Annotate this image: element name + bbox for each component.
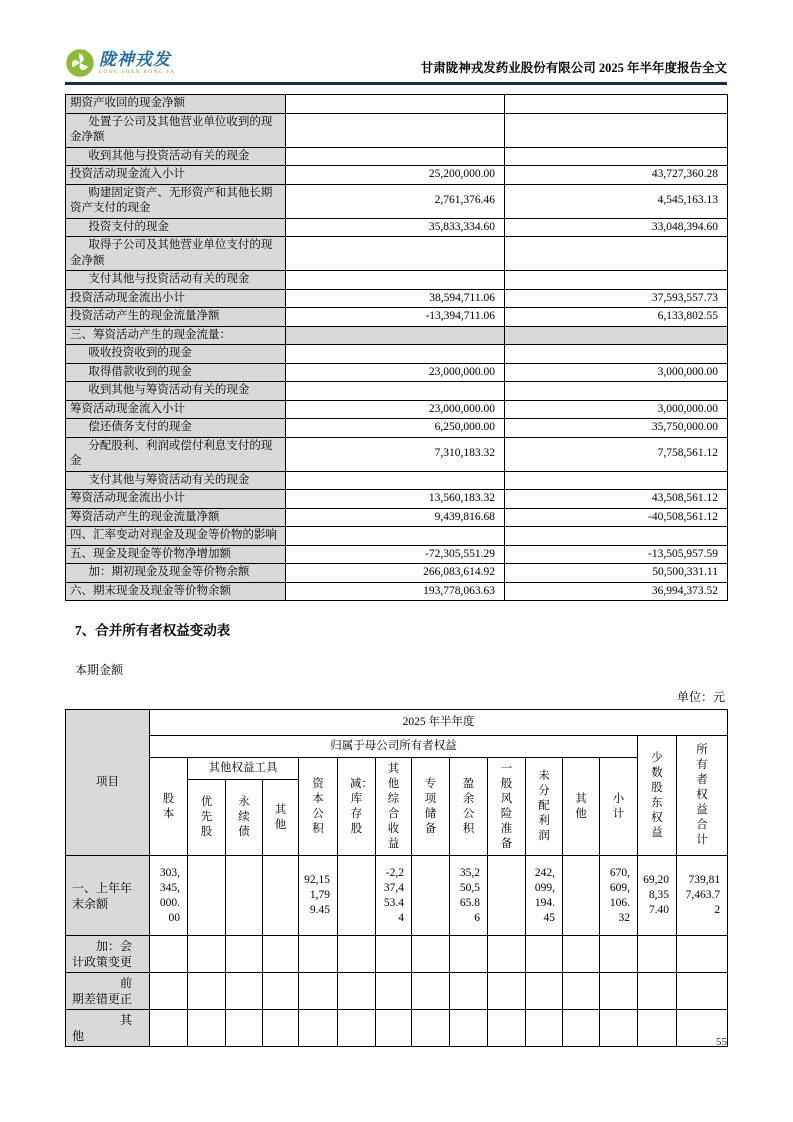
row-label: 分配股利、利润或偿付利息支付的现金 (66, 437, 286, 471)
equity-value-cell (450, 936, 488, 973)
prior-period-value: -40,508,561.12 (505, 508, 728, 527)
logo-text-block (99, 51, 175, 76)
current-period-value: 2,761,376.46 (286, 184, 505, 218)
col-header-surplus-reserve: 盈余公积 (450, 758, 488, 856)
page-number: 55 (716, 1036, 727, 1048)
equity-value-cell (299, 936, 338, 973)
current-period-value (286, 95, 505, 114)
cash-flow-row (66, 289, 728, 308)
equity-table-body (66, 856, 728, 1047)
equity-value-cell (226, 856, 263, 936)
prior-period-value: 33,048,394.60 (505, 218, 728, 237)
prior-period-value: 3,000,000.00 (505, 363, 728, 382)
section-title: 7、合并所有者权益变动表 (75, 623, 231, 638)
cash-flow-row (66, 147, 728, 166)
col-header-general-risk-reserve: 一般风险准备 (488, 758, 526, 856)
equity-value-cell (600, 973, 638, 1010)
cash-flow-row (66, 95, 728, 114)
equity-value-cell (412, 936, 450, 973)
cash-flow-row (66, 545, 728, 564)
row-label: 购建固定资产、无形资产和其他长期资产支付的现金 (66, 184, 286, 218)
col-header-minority-interest: 少数股东权益 (638, 736, 677, 856)
equity-table (65, 709, 728, 1047)
equity-row (66, 856, 728, 936)
equity-value-cell (338, 936, 376, 973)
row-label: 支付其他与投资活动有关的现金 (66, 271, 286, 290)
equity-value-cell (563, 936, 600, 973)
col-header-other: 其他 (563, 758, 600, 856)
equity-row-label: 其他 (66, 1010, 150, 1047)
equity-value-cell (488, 1010, 526, 1047)
col-header-perpetual-bonds: 永续债 (226, 780, 263, 856)
cash-flow-row (66, 564, 728, 583)
equity-row-label: 加：会计政策变更 (66, 936, 150, 973)
equity-value-cell (600, 936, 638, 973)
prior-period-value: 36,994,373.52 (505, 582, 728, 601)
current-period-value (286, 527, 505, 546)
equity-value-cell (563, 1010, 600, 1047)
cash-flow-row (66, 184, 728, 218)
prior-period-value (505, 345, 728, 364)
prior-period-value (505, 271, 728, 290)
current-period-value: 38,594,711.06 (286, 289, 505, 308)
row-label: 投资活动现金流出小计 (66, 289, 286, 308)
prior-period-value: 7,758,561.12 (505, 437, 728, 471)
prior-period-value: -13,505,957.59 (505, 545, 728, 564)
cash-flow-row (66, 326, 728, 345)
row-label: 偿还债务支付的现金 (66, 419, 286, 438)
equity-value-cell (488, 936, 526, 973)
cash-flow-row (66, 490, 728, 509)
current-period-value: 9,439,816.68 (286, 508, 505, 527)
row-label: 加：期初现金及现金等价物余额 (66, 564, 286, 583)
row-label: 四、汇率变动对现金及现金等价物的影响 (66, 527, 286, 546)
col-header-item: 项目 (66, 710, 150, 856)
equity-value-cell: -2,237,453.44 (376, 856, 412, 936)
prior-period-value (505, 326, 728, 345)
col-header-other-equity-instruments: 其他权益工具 (188, 758, 299, 780)
equity-value-cell (412, 973, 450, 1010)
current-period-value (286, 271, 505, 290)
report-title: 甘肃陇神戎发药业股份有限公司 2025 年半年度报告全文 (420, 61, 727, 75)
row-label: 收到其他与筹资活动有关的现金 (66, 382, 286, 401)
prior-period-value: 35,750,000.00 (505, 419, 728, 438)
period-label: 本期金额 (75, 663, 124, 677)
row-label: 吸收投资收到的现金 (66, 345, 286, 364)
equity-value-cell (150, 1010, 188, 1047)
unit-label: 单位：元 (676, 690, 725, 704)
equity-value-cell (488, 856, 526, 936)
row-label: 取得子公司及其他营业单位支付的现金净额 (66, 237, 286, 271)
prior-period-value: 50,500,331.11 (505, 564, 728, 583)
current-period-value (286, 113, 505, 147)
equity-value-cell (338, 973, 376, 1010)
equity-value-cell (450, 973, 488, 1010)
equity-value-cell (263, 973, 299, 1010)
row-label: 筹资活动现金流出小计 (66, 490, 286, 509)
cash-flow-row (66, 308, 728, 327)
equity-value-cell: 92,151,799.45 (299, 856, 338, 936)
equity-value-cell (226, 973, 263, 1010)
cash-flow-row (66, 400, 728, 419)
equity-value-cell (563, 856, 600, 936)
row-label: 筹资活动产生的现金流量净额 (66, 508, 286, 527)
cash-flow-table (65, 94, 728, 601)
equity-row-label: 前期差错更正 (66, 973, 150, 1010)
col-header-less-treasury-shares: 减：库存股 (338, 758, 376, 856)
cash-flow-row (66, 419, 728, 438)
current-period-value: 7,310,183.32 (286, 437, 505, 471)
current-period-value: -72,305,551.29 (286, 545, 505, 564)
equity-value-cell: 739,817,463.72 (677, 856, 728, 936)
equity-value-cell: 670,609,106.32 (600, 856, 638, 936)
row-label: 六、期末现金及现金等价物余额 (66, 582, 286, 601)
current-period-value: 193,778,063.63 (286, 582, 505, 601)
equity-row (66, 936, 728, 973)
equity-value-cell (338, 1010, 376, 1047)
col-header-period: 2025 年半年度 (150, 710, 728, 736)
current-period-value (286, 471, 505, 490)
col-header-subtotal: 小计 (600, 758, 638, 856)
equity-value-cell (376, 936, 412, 973)
row-label: 支付其他与筹资活动有关的现金 (66, 471, 286, 490)
equity-value-cell (677, 936, 728, 973)
prior-period-value: 3,000,000.00 (505, 400, 728, 419)
equity-value-cell (563, 973, 600, 1010)
col-header-share-capital: 股本 (150, 758, 188, 856)
current-period-value: 13,560,183.32 (286, 490, 505, 509)
prior-period-value: 37,593,557.73 (505, 289, 728, 308)
current-period-value: 266,083,614.92 (286, 564, 505, 583)
col-header-undistributed-profit: 未分配利润 (526, 758, 563, 856)
equity-value-cell (299, 973, 338, 1010)
logo-company-name: 陇神戎发 (99, 49, 171, 69)
equity-value-cell (450, 1010, 488, 1047)
equity-value-cell (526, 973, 563, 1010)
prior-period-value: 43,727,360.28 (505, 166, 728, 185)
equity-value-cell: 303,345,000.00 (150, 856, 188, 936)
equity-value-cell: 242,099,194.45 (526, 856, 563, 936)
current-period-value (286, 237, 505, 271)
prior-period-value (505, 113, 728, 147)
company-logo-icon (65, 48, 95, 78)
row-label: 投资活动现金流入小计 (66, 166, 286, 185)
equity-value-cell (150, 936, 188, 973)
current-period-value: 23,000,000.00 (286, 400, 505, 419)
row-label: 收到其他与投资活动有关的现金 (66, 147, 286, 166)
equity-value-cell (600, 1010, 638, 1047)
prior-period-value: 43,508,561.12 (505, 490, 728, 509)
prior-period-value (505, 471, 728, 490)
current-period-value: 23,000,000.00 (286, 363, 505, 382)
equity-value-cell (226, 1010, 263, 1047)
prior-period-value (505, 527, 728, 546)
equity-value-cell (226, 936, 263, 973)
equity-value-cell (376, 1010, 412, 1047)
equity-value-cell (638, 973, 677, 1010)
equity-row (66, 973, 728, 1010)
current-period-value: 25,200,000.00 (286, 166, 505, 185)
current-period-value (286, 147, 505, 166)
equity-value-cell (677, 973, 728, 1010)
col-header-preferred-shares: 优先股 (188, 780, 226, 856)
row-label: 处置子公司及其他营业单位收到的现金净额 (66, 113, 286, 147)
equity-value-cell: 69,208,357.40 (638, 856, 677, 936)
equity-value-cell (638, 1010, 677, 1047)
equity-value-cell (376, 973, 412, 1010)
equity-value-cell (638, 936, 677, 973)
col-header-total-equity: 所有者权益合计 (677, 736, 728, 856)
row-label: 投资支付的现金 (66, 218, 286, 237)
equity-row-label: 一、上年年末余额 (66, 856, 150, 936)
prior-period-value (505, 147, 728, 166)
cash-flow-row (66, 271, 728, 290)
cash-flow-row (66, 508, 728, 527)
prior-period-value: 6,133,802.55 (505, 308, 728, 327)
current-period-value: -13,394,711.06 (286, 308, 505, 327)
current-period-value (286, 382, 505, 401)
company-logo (65, 48, 175, 78)
cash-flow-row (66, 166, 728, 185)
equity-value-cell (150, 973, 188, 1010)
cash-flow-row (66, 527, 728, 546)
equity-value-cell (338, 856, 376, 936)
equity-value-cell: 35,250,565.86 (450, 856, 488, 936)
equity-value-cell (263, 1010, 299, 1047)
current-period-value (286, 345, 505, 364)
page-header (65, 0, 727, 85)
cash-flow-row (66, 382, 728, 401)
current-period-value: 35,833,334.60 (286, 218, 505, 237)
cash-flow-row (66, 471, 728, 490)
current-period-value (286, 326, 505, 345)
cash-flow-row (66, 345, 728, 364)
equity-value-cell (188, 936, 226, 973)
current-period-value: 6,250,000.00 (286, 419, 505, 438)
prior-period-value (505, 95, 728, 114)
equity-value-cell (263, 936, 299, 973)
col-header-capital-reserve: 资本公积 (299, 758, 338, 856)
cash-flow-row (66, 582, 728, 601)
col-header-special-reserve: 专项储备 (412, 758, 450, 856)
equity-value-cell (488, 973, 526, 1010)
equity-value-cell (412, 1010, 450, 1047)
row-label: 五、现金及现金等价物净增加额 (66, 545, 286, 564)
equity-value-cell (263, 856, 299, 936)
col-header-other-comprehensive-income: 其他综合收益 (376, 758, 412, 856)
equity-value-cell (188, 973, 226, 1010)
page-content (65, 0, 727, 1047)
cash-flow-row (66, 437, 728, 471)
equity-value-cell (412, 856, 450, 936)
col-header-parent-group: 归属于母公司所有者权益 (150, 736, 638, 758)
col-header-oei-other: 其他 (263, 780, 299, 856)
row-label: 筹资活动现金流入小计 (66, 400, 286, 419)
cash-flow-row (66, 218, 728, 237)
equity-value-cell (526, 1010, 563, 1047)
equity-value-cell (299, 1010, 338, 1047)
equity-value-cell (188, 856, 226, 936)
row-label: 取得借款收到的现金 (66, 363, 286, 382)
prior-period-value (505, 382, 728, 401)
row-label: 三、筹资活动产生的现金流量： (66, 326, 286, 345)
equity-value-cell (188, 1010, 226, 1047)
equity-value-cell (526, 936, 563, 973)
prior-period-value: 4,545,163.13 (505, 184, 728, 218)
row-label: 期资产收回的现金净额 (66, 95, 286, 114)
cash-flow-table-body (66, 95, 728, 601)
row-label: 投资活动产生的现金流量净额 (66, 308, 286, 327)
prior-period-value (505, 237, 728, 271)
cash-flow-row (66, 363, 728, 382)
logo-company-name-en: LONG SHEN RONG FA (99, 68, 176, 75)
cash-flow-row (66, 237, 728, 271)
equity-row (66, 1010, 728, 1047)
cash-flow-row (66, 113, 728, 147)
